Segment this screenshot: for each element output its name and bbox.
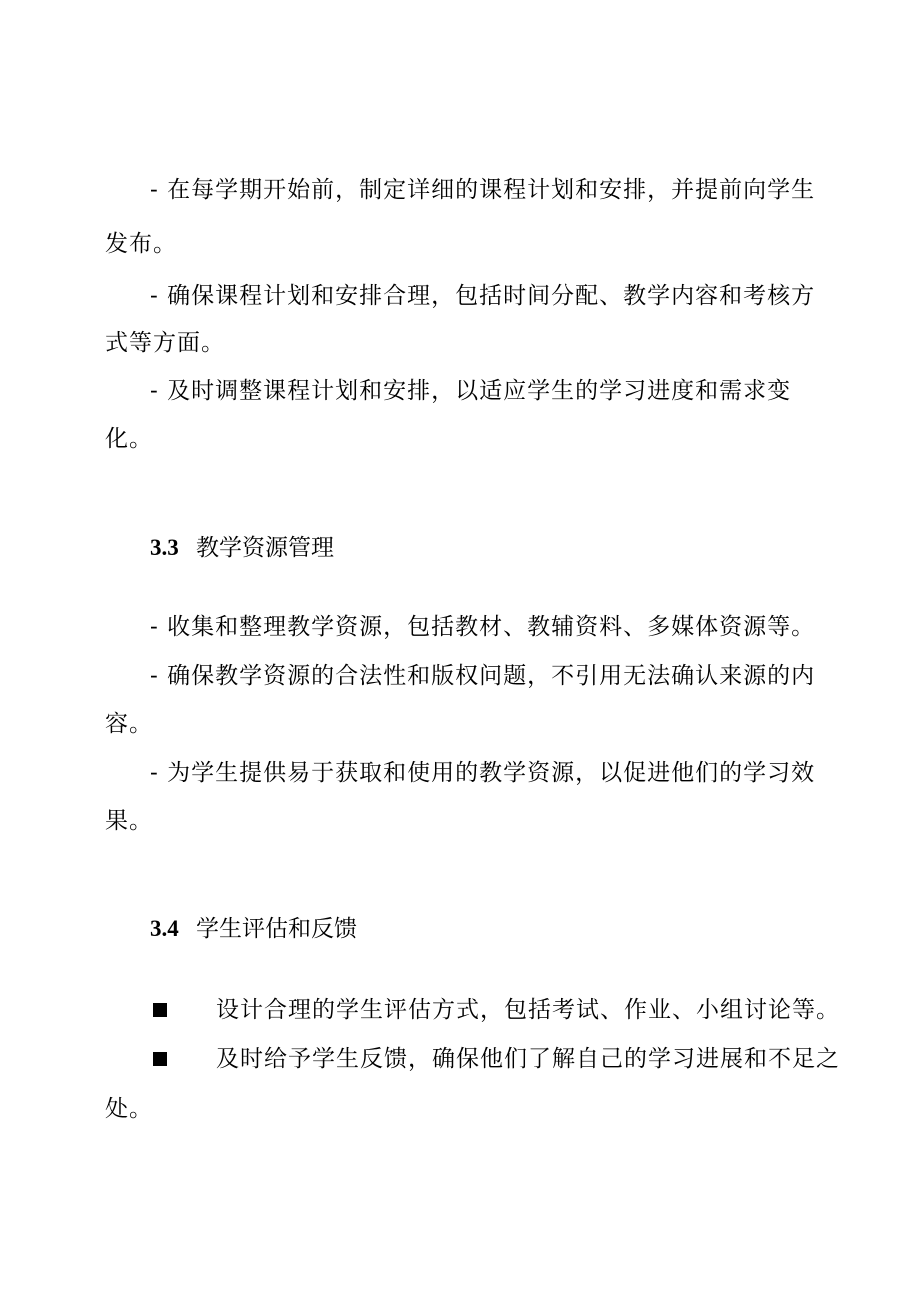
list-item-line: 处。 — [105, 1096, 153, 1122]
list-item-line: - 及时调整课程计划和安排，以适应学生的学习进度和需求变 — [150, 378, 792, 404]
list-item-line: 及时给予学生反馈，确保他们了解自己的学习进展和不足之 — [216, 1046, 840, 1072]
list-item-line: 果。 — [105, 808, 153, 834]
square-bullet-icon — [153, 1052, 167, 1066]
section-title: 学生评估和反馈 — [196, 916, 357, 942]
list-item-line: 设计合理的学生评估方式，包括考试、作业、小组讨论等。 — [216, 997, 840, 1023]
section-number: 3.3 — [150, 535, 179, 560]
square-bullet-icon — [153, 1003, 167, 1017]
list-item-line: 式等方面。 — [105, 330, 225, 356]
section-heading — [150, 914, 357, 944]
list-item-line: - 在每学期开始前，制定详细的课程计划和安排，并提前向学生 — [150, 177, 816, 203]
list-item-line: - 确保教学资源的合法性和版权问题，不引用无法确认来源的内 — [150, 663, 816, 689]
list-item-line: - 确保课程计划和安排合理，包括时间分配、教学内容和考核方 — [150, 283, 816, 309]
list-item-line: 容。 — [105, 711, 153, 737]
list-item-line: 发布。 — [105, 231, 177, 257]
list-item-line: 化。 — [105, 426, 153, 452]
section-number: 3.4 — [150, 916, 179, 941]
list-item-line: - 为学生提供易于获取和使用的教学资源，以促进他们的学习效 — [150, 760, 816, 786]
list-item-line: - 收集和整理教学资源，包括教材、教辅资料、多媒体资源等。 — [150, 614, 816, 640]
section-title: 教学资源管理 — [196, 535, 334, 561]
section-heading — [150, 533, 334, 563]
